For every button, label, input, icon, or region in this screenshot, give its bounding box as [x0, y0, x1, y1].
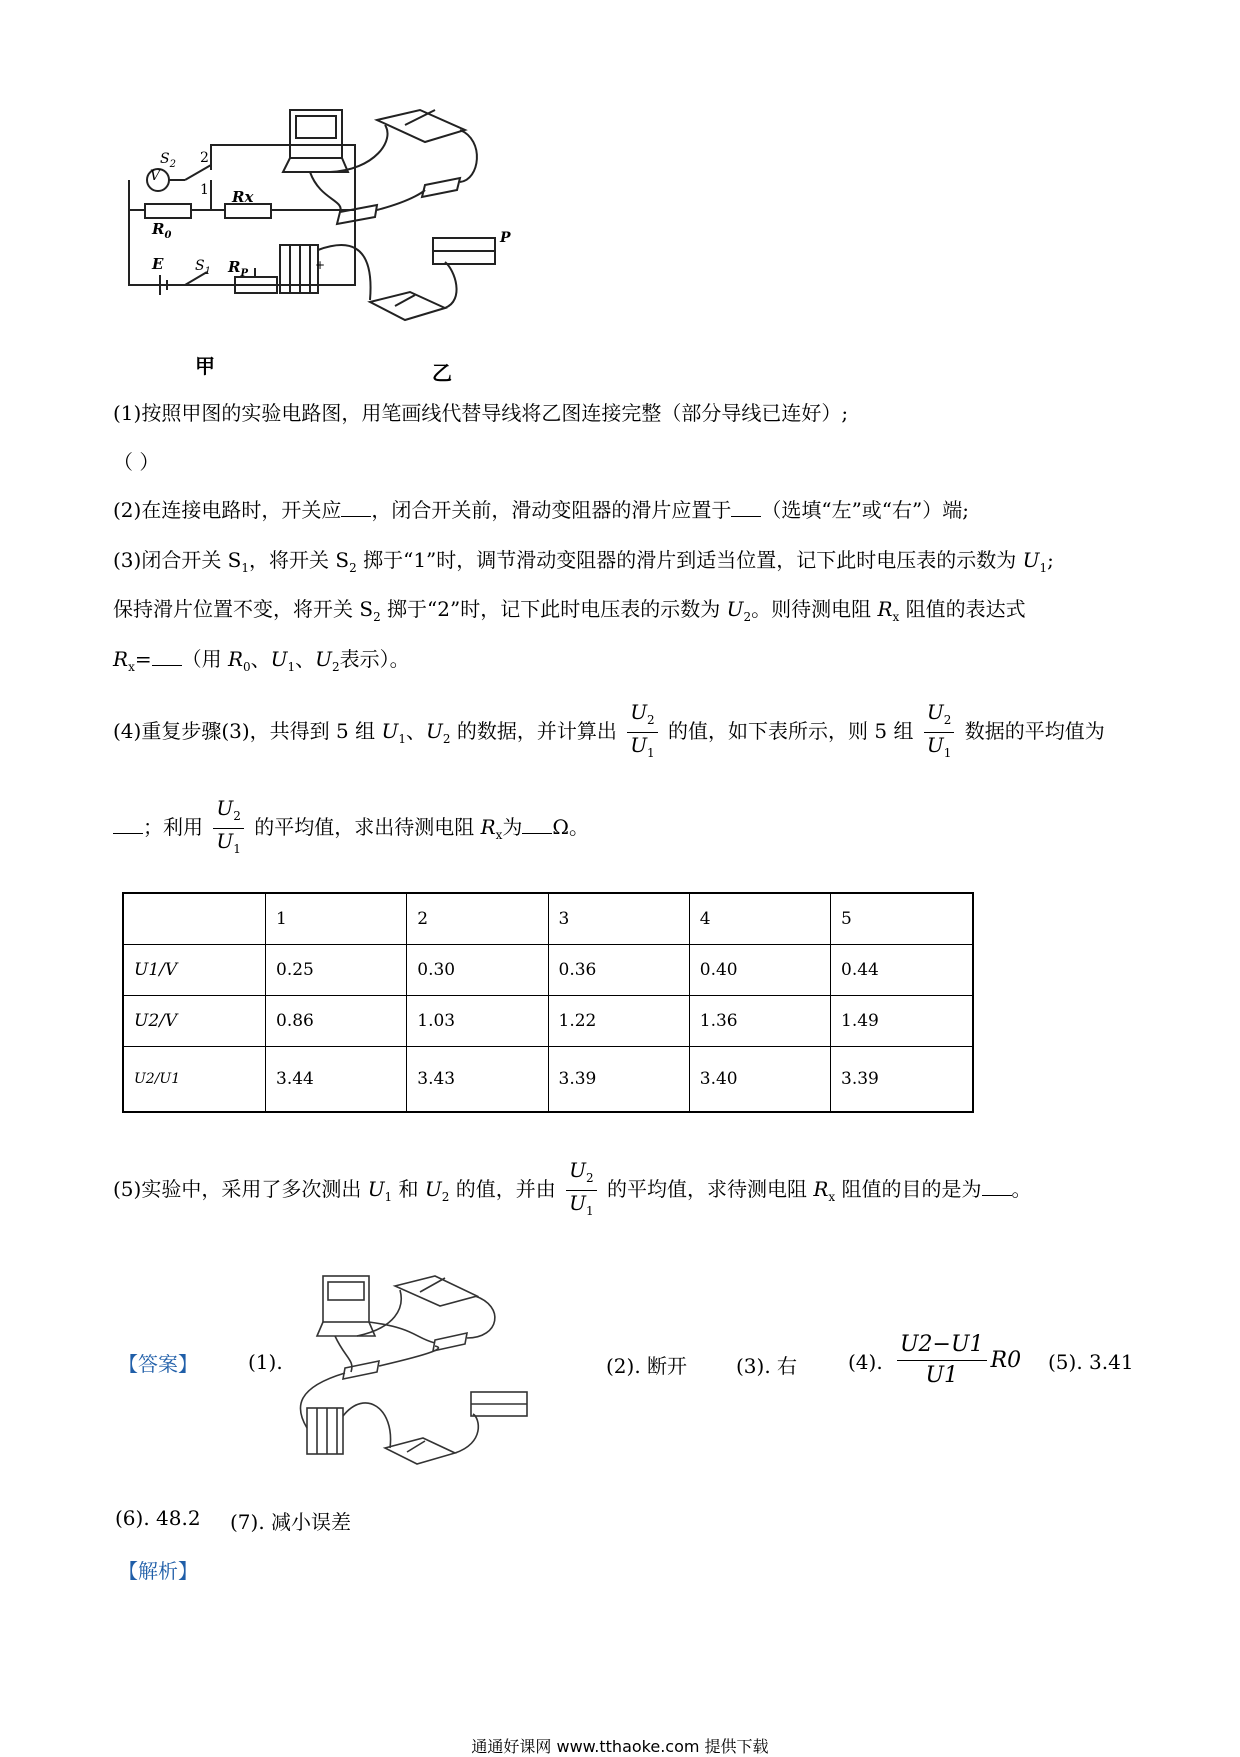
table-cell: 3.40: [689, 1047, 830, 1113]
answer-tag: 【答案】: [118, 1352, 198, 1376]
fraction-u2-u1: $\frac{U_2}{U_1}$: [627, 700, 658, 765]
table-cell: 1.49: [831, 996, 974, 1047]
fraction-u2-u1: $\frac{U_2}{U_1}$: [213, 796, 244, 861]
table-cell: 0.44: [831, 945, 974, 996]
table-cell: 1.36: [689, 996, 830, 1047]
label-rp: $R_P$: [228, 258, 248, 279]
analysis-tag: 【解析】: [118, 1559, 198, 1583]
table-cell: 1: [266, 893, 407, 945]
table-header-row: [123, 893, 973, 945]
question-4-line-1: (4)重复步骤(3)，共得到 5 组 $U_1$、$U_2$ 的数据，并计算出 $\frac{U_2}{U_1}$ 的值，如下表所示，则 5 组 $\frac{U_2}{U_1}$ 数据的平均值为: [113, 700, 1105, 769]
data-table: [122, 892, 974, 1113]
label-v: V: [150, 168, 161, 184]
question-3-line-2: 保持滑片位置不变，将开关 $S_2$ 掷于“2”时，记下此时电压表的示数为 $U_2$。则待测电阻 $R_x$ 阻值的表达式: [113, 597, 1026, 624]
answer-6: (6). 48.2: [115, 1506, 201, 1530]
answer-blank: [113, 815, 143, 834]
question-1: (1)按照甲图的实验电路图，用笔画线代替导线将乙图连接完整（部分导线已连好）;: [113, 401, 849, 425]
label-pos1: 1: [200, 182, 209, 198]
table-cell: 3.43: [407, 1047, 548, 1113]
answer-blank: [731, 498, 761, 517]
row-label-ratio: U2/U1: [123, 1047, 266, 1113]
fraction-u2-u1: $\frac{U_2}{U_1}$: [924, 700, 955, 765]
fraction-u2-u1: $\frac{U_2}{U_1}$: [566, 1158, 597, 1223]
table-cell: 3.39: [548, 1047, 689, 1113]
table-row: [123, 996, 973, 1047]
table-cell: 0.36: [548, 945, 689, 996]
table-cell: 3.39: [831, 1047, 974, 1113]
answer-wiring-figure: [295, 1268, 555, 1468]
table-cell: 0.40: [689, 945, 830, 996]
label-p: P: [500, 230, 511, 246]
answer-2: (2). 断开: [606, 1354, 688, 1378]
table-cell: 5: [831, 893, 974, 945]
answer-1-label: (1).: [248, 1350, 283, 1374]
table-cell: 3.44: [266, 1047, 407, 1113]
question-4-line-2: ；利用 $\frac{U_2}{U_1}$ 的平均值，求出待测电阻 $R_x$为 Ω。: [113, 796, 589, 865]
table-cell: 2: [407, 893, 548, 945]
table-cell: 4: [689, 893, 830, 945]
table-cell: 0.30: [407, 945, 548, 996]
answer-blank: [152, 647, 182, 666]
question-1-bracket: （ ）: [113, 450, 160, 474]
caption-yi: 乙: [432, 361, 452, 385]
label-plus: +: [315, 258, 326, 272]
page-footer: 通通好课网 www.tthaoke.com 提供下载: [471, 1737, 769, 1756]
table-cell: 1.22: [548, 996, 689, 1047]
question-5: (5)实验中，采用了多次测出 $U_1$ 和 $U_2$ 的值，并由 $\frac{U_2}{U_1}$ 的平均值，求待测电阻 $R_x$ 阻值的目的是为 。: [113, 1158, 1032, 1227]
answer-3: (3). 右: [736, 1354, 798, 1378]
answer-blank: [522, 815, 552, 834]
table-cell: [123, 893, 266, 945]
row-label-u1: U1/V: [123, 945, 266, 996]
table-row: [123, 1047, 973, 1113]
row-label-u2: U2/V: [123, 996, 266, 1047]
answer-5: (5). 3.41: [1048, 1350, 1134, 1374]
question-3-line-1: (3)闭合开关 $S_1$，将开关 $S_2$ 掷于“1”时，调节滑动变阻器的滑片到适当位置，记下此时电压表的示数为 $U_1$;: [113, 548, 1054, 575]
label-e: E: [152, 255, 164, 273]
table-cell: 3: [548, 893, 689, 945]
label-pos2: 2: [200, 150, 209, 166]
table-cell: 0.86: [266, 996, 407, 1047]
answer-4-expression: $\frac{U2-U1}{U1}$ R0: [893, 1330, 1021, 1391]
table-row: [123, 945, 973, 996]
label-r0: $R_0$: [152, 220, 172, 241]
answer-blank: [982, 1177, 1012, 1196]
table-cell: 0.25: [266, 945, 407, 996]
label-s2: $S_2$: [160, 151, 176, 170]
answer-7: (7). 减小误差: [230, 1510, 352, 1534]
question-3-line-3: $R_x=$ （用 $R_0$、$U_1$、$U_2$表示）。: [113, 647, 410, 674]
label-rx: Rx: [232, 188, 254, 206]
question-2: (2)在连接电路时，开关应 ，闭合开关前，滑动变阻器的滑片应置于 （选填“左”或“右”）端;: [113, 498, 969, 522]
answer-blank: [341, 498, 371, 517]
table-cell: 1.03: [407, 996, 548, 1047]
label-s1: $S_1$: [195, 258, 211, 277]
caption-jia: 甲: [195, 354, 215, 378]
answer-4-label: (4).: [848, 1350, 883, 1374]
